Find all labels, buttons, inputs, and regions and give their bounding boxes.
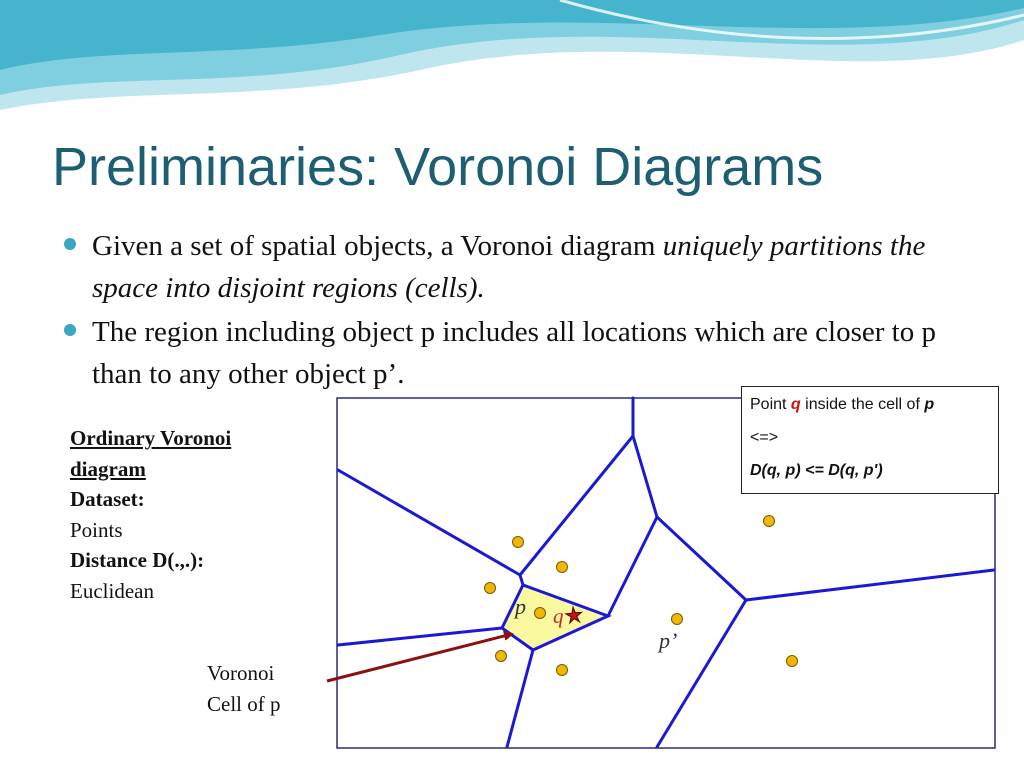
ordinary-heading-line2: diagram xyxy=(70,456,146,481)
data-point xyxy=(513,537,524,548)
def-p: p xyxy=(924,396,935,413)
definition-line-3: D(q, p) <= D(q, p') xyxy=(750,462,883,479)
data-point xyxy=(496,651,507,662)
cell-label-line2: Cell of p xyxy=(207,692,281,716)
data-point xyxy=(787,656,798,667)
data-point xyxy=(557,665,568,676)
definition-line-2: <=> xyxy=(750,429,779,446)
def-text: Point xyxy=(750,396,791,413)
def-text-mid: inside the cell of xyxy=(800,396,925,413)
dataset-value: Points xyxy=(70,517,123,542)
data-point-p xyxy=(535,608,546,619)
data-point xyxy=(764,516,775,527)
label-p-prime: p’ xyxy=(659,628,678,653)
bullet-1-italic: uniquely partitions the space into disjoint regions (cells). xyxy=(92,230,926,304)
label-q: q xyxy=(553,604,564,628)
data-point xyxy=(485,583,496,594)
cell-label-line1: Voronoi xyxy=(207,661,275,685)
bullet-2-text: The region including object p includes all locations which are closer to p than to any other object p’. xyxy=(92,316,936,390)
slide-title: Preliminaries: Voronoi Diagrams xyxy=(52,137,824,197)
data-point-p-prime xyxy=(672,614,683,625)
bullet-1-text: Given a set of spatial objects, a Voronoi diagram xyxy=(92,230,663,262)
dataset-label: Dataset: xyxy=(70,487,145,511)
def-q: q xyxy=(790,396,801,413)
distance-value: Euclidean xyxy=(70,578,154,603)
distance-label: Distance D(.,.): xyxy=(70,548,205,572)
ordinary-heading-line1: Ordinary Voronoi xyxy=(70,426,232,450)
definition-line-1 xyxy=(750,395,998,428)
label-p: p xyxy=(515,594,526,619)
data-point xyxy=(557,562,568,573)
definition-box xyxy=(741,386,999,494)
